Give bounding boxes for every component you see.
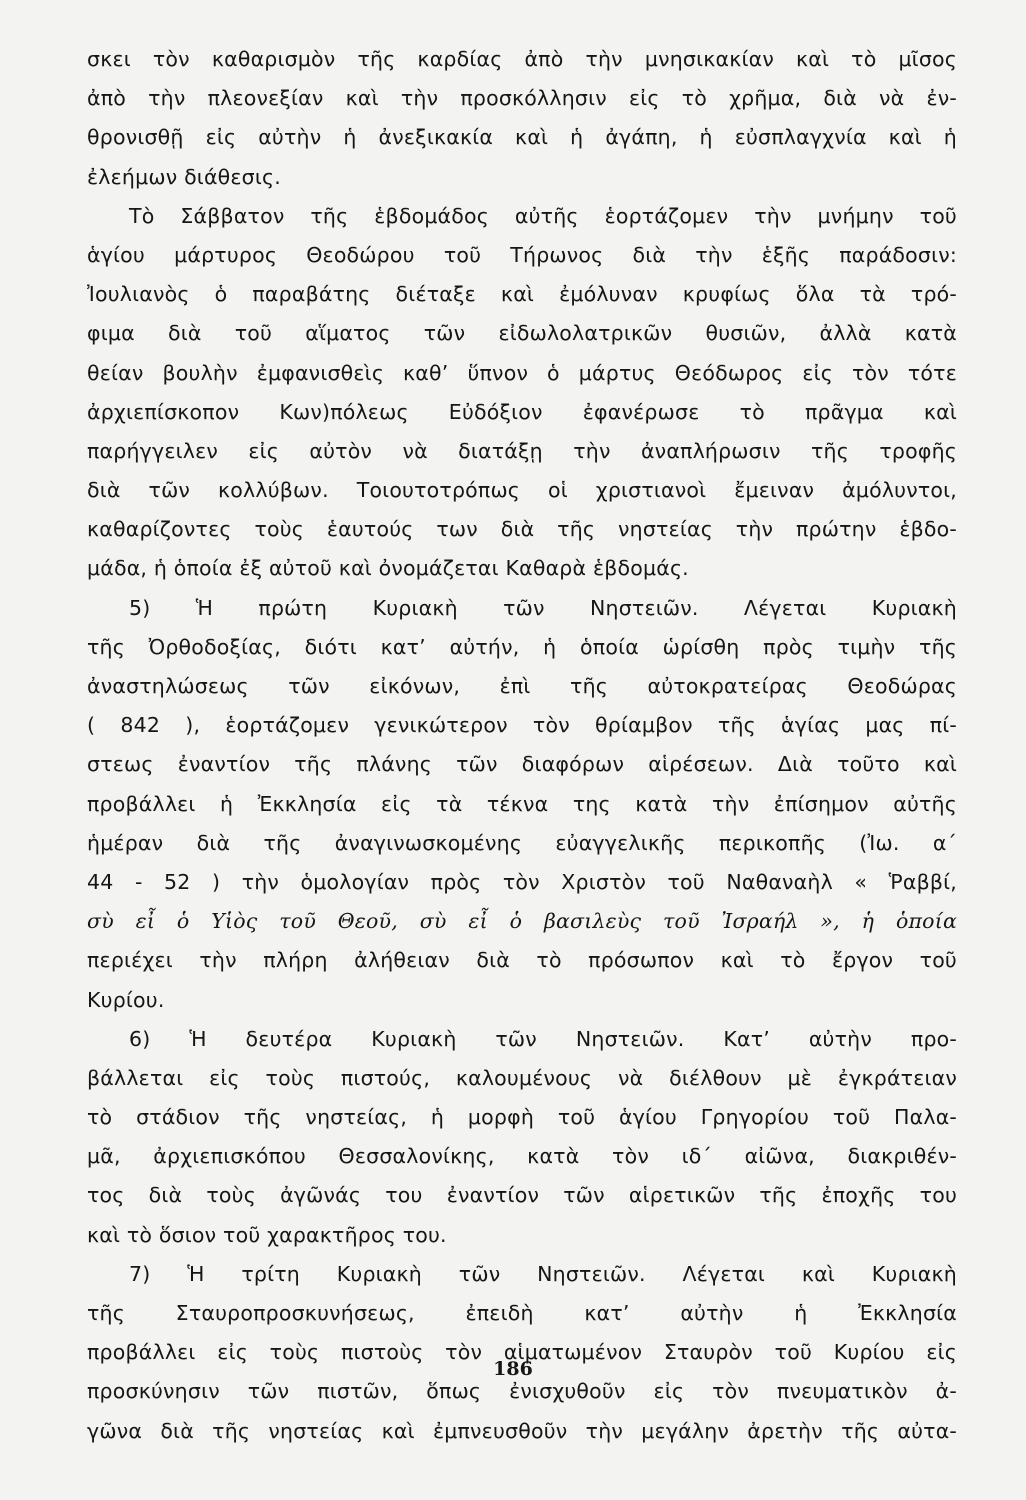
text-line: ἀπὸ τὴν πλεονεξίαν καὶ τὴν προσκόλλησιν εἰς τὸ χρῆμα, διὰ νὰ ἐν- — [87, 86, 957, 111]
page-number: 186 — [493, 1358, 533, 1380]
text-line: παρήγγειλεν εἰς αὐτὸν νὰ διατάξῃ τὴν ἀναπλήρωσιν τῆς τροφῆς — [87, 438, 957, 463]
text-line: διὰ τῶν κολλύβων. Τοιουτοτρόπως οἱ χριστιανοὶ ἔμειναν ἀμόλυντοι, — [87, 478, 957, 503]
text-line: Τὸ Σάββατον τῆς ἑβδομάδος αὐτῆς ἑορτάζομεν τὴν μνήμην τοῦ — [129, 203, 957, 228]
text-line: ἀναστηλώσεως τῶν εἰκόνων, ἐπὶ τῆς αὐτοκρατείρας Θεοδώρας — [87, 674, 957, 698]
text-line: στεως ἐναντίον τῆς πλάνης τῶν διαφόρων αἱρέσεων. Διὰ τοῦτο καὶ — [87, 752, 957, 777]
quotation-line — [87, 902, 957, 941]
body-text — [87, 40, 957, 1451]
text-line: ἡμέραν διὰ τῆς ἀναγινωσκομένης εὐαγγελικῆς περικοπῆς (Ἰω. α΄ — [87, 830, 957, 855]
text-line: περιέχει τὴν πλήρη ἀλήθειαν διὰ τὸ πρόσωπον καὶ τὸ ἔργον τοῦ — [87, 948, 957, 973]
text-line: προσκύνησιν τῶν πιστῶν, ὅπως ἐνισχυθοῦν εἰς τὸν πνευματικὸν ἀ- — [87, 1379, 957, 1404]
text-line: βάλλεται εἰς τοὺς πιστούς, καλουμένους νὰ διέλθουν μὲ ἐγκράτειαν — [87, 1065, 957, 1090]
text-line: μάδα, ἡ ὁποία ἐξ αὐτοῦ καὶ ὀνομάζεται Καθαρὰ ἑβδομάς. — [87, 556, 689, 581]
text-line: τος διὰ τοὺς ἀγῶνάς του ἐναντίον τῶν αἱρετικῶν τῆς ἐποχῆς του — [87, 1183, 957, 1208]
text-line: ἁγίου μάρτυρος Θεοδώρου τοῦ Τήρωνος διὰ τὴν ἑξῆς παράδοσιν: — [87, 242, 957, 267]
text-line: γῶνα διὰ τῆς νηστείας καὶ ἐμπνευσθοῦν τὴν μεγάλην ἀρετὴν τῆς αὐτα- — [87, 1418, 957, 1443]
text-line: καὶ τὸ ὅσιον τοῦ χαρακτῆρος του. — [87, 1222, 447, 1247]
quotation-text: σὺ εἶ ὁ Υἱὸς τοῦ Θεοῦ, σὺ εἶ ὁ βασιλεὺς τοῦ Ἰσραήλ », ἡ ὁποία — [87, 909, 957, 934]
text-line: προβάλλει ἡ Ἐκκλησία εἰς τὰ τέκνα της κατὰ τὴν ἐπίσημον αὐτῆς — [87, 791, 957, 816]
text-line: καθαρίζοντες τοὺς ἑαυτούς των διὰ τῆς νηστείας τὴν πρώτην ἑβδο- — [87, 517, 957, 542]
text-line: ἐλεήμων διάθεσις. — [87, 164, 281, 189]
text-line: 44 - 52 ) τὴν ὁμολογίαν πρὸς τὸν Χριστὸν τοῦ Ναθαναὴλ « Ῥαββί, — [87, 869, 957, 894]
section-heading-line: 5) Ἡ πρώτη Κυριακὴ τῶν Νηστειῶν. Λέγεται Κυριακὴ — [129, 595, 957, 620]
text-line: τὸ στάδιον τῆς νηστείας, ἡ μορφὴ τοῦ ἁγίου Γρηγορίου τοῦ Παλα- — [87, 1105, 957, 1130]
text-line: ( 842 ), ἑορτάζομεν γενικώτερον τὸν θρίαμβον τῆς ἁγίας μας πί- — [87, 713, 957, 738]
text-line: τῆς Ὀρθοδοξίας, διότι κατ’ αὐτήν, ἡ ὁποία ὡρίσθη πρὸς τιμὴν τῆς — [87, 634, 957, 659]
text-line: προβάλλει εἰς τοὺς πιστοὺς τὸν αἱματωμένον Σταυρὸν τοῦ Κυρίου εἰς — [87, 1340, 957, 1365]
section-heading-line: 6) Ἡ δευτέρα Κυριακὴ τῶν Νηστειῶν. Κατ’ αὐτὴν προ- — [129, 1026, 957, 1051]
text-line: μᾶ, ἀρχιεπισκόπου Θεσσαλονίκης, κατὰ τὸν ιδ΄ αἰῶνα, διακριθέν- — [87, 1144, 957, 1169]
text-line: ἀρχιεπίσκοπον Κων)πόλεως Εὐδόξιον ἐφανέρωσε τὸ πρᾶγμα καὶ — [87, 399, 957, 424]
text-line: σκει τὸν καθαρισμὸν τῆς καρδίας ἀπὸ τὴν μνησικακίαν καὶ τὸ μῖσος — [87, 47, 957, 71]
text-line: θείαν βουλὴν ἐμφανισθεὶς καθ’ ὕπνον ὁ μάρτυς Θεόδωρος εἰς τὸν τότε — [87, 360, 957, 385]
text-line: φιμα διὰ τοῦ αἵματος τῶν εἰδωλολατρικῶν θυσιῶν, ἀλλὰ κατὰ — [87, 321, 957, 346]
text-line: θρονισθῇ εἰς αὐτὴν ἡ ἀνεξικακία καὶ ἡ ἀγάπη, ἡ εὐσπλαγχνία καὶ ἡ — [87, 125, 957, 150]
text-line: τῆς Σταυροπροσκυνήσεως, ἐπειδὴ κατ’ αὐτὴν ἡ Ἐκκλησία — [87, 1301, 957, 1325]
text-line: Κυρίου. — [87, 987, 165, 1012]
text-line: Ἰουλιανὸς ὁ παραβάτης διέταξε καὶ ἐμόλυναν κρυφίως ὅλα τὰ τρό- — [87, 282, 957, 307]
section-heading-line: 7) Ἡ τρίτη Κυριακὴ τῶν Νηστειῶν. Λέγεται καὶ Κυριακὴ — [129, 1261, 957, 1286]
